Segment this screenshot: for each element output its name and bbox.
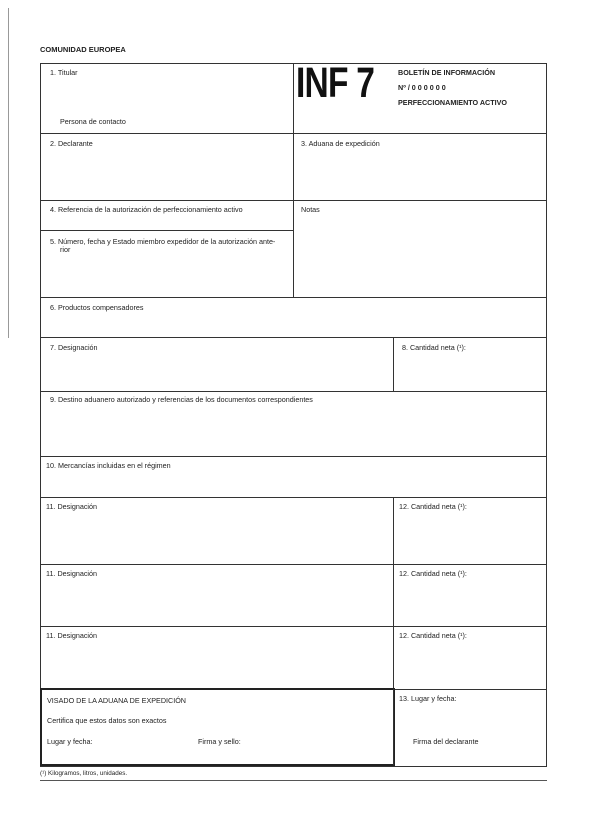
- col-divider: [393, 497, 394, 689]
- declarant-signature-label: Firma del declarante: [413, 737, 479, 746]
- place-date-label: Lugar y fecha:: [47, 737, 93, 746]
- col-divider: [293, 63, 294, 297]
- inf7-logo: INF 7: [296, 59, 375, 107]
- customs-visa-title: VISADO DE LA ADUANA DE EXPEDICIÓN: [47, 696, 186, 705]
- margin-rule: [8, 8, 9, 338]
- field-5-label: 5. Número, fecha y Estado miembro expedidor de la autorización ante-: [50, 237, 276, 246]
- field-8-label: 8. Cantidad neta (¹):: [402, 343, 466, 352]
- field-13-label: 13. Lugar y fecha:: [399, 694, 457, 703]
- row-divider: [40, 456, 547, 457]
- field-10-label: 10. Mercancías incluidas en el régimen: [46, 461, 171, 470]
- col-divider: [393, 337, 394, 391]
- field-12a-label: 12. Cantidad neta (¹):: [399, 502, 467, 511]
- row-divider: [40, 497, 547, 498]
- field-12c-label: 12. Cantidad neta (¹):: [399, 631, 467, 640]
- footnote: (¹) Kilogramos, litros, unidades.: [40, 770, 128, 777]
- signature-stamp-label: Firma y sello:: [198, 737, 241, 746]
- field-4-label: 4. Referencia de la autorización de perfeccionamiento activo: [50, 205, 243, 214]
- certify-text: Certifica que estos datos son exactos: [47, 716, 167, 725]
- field-5-label-cont: rior: [60, 245, 71, 254]
- info-title: BOLETÍN DE INFORMACIÓN: [398, 68, 496, 77]
- col-divider: [393, 689, 394, 765]
- field-12b-label: 12. Cantidad neta (¹):: [399, 569, 467, 578]
- field-3-label: 3. Aduana de expedición: [301, 139, 380, 148]
- row-divider: [40, 564, 547, 565]
- field-2-label: 2. Declarante: [50, 139, 93, 148]
- row-divider: [40, 626, 547, 627]
- field-6-label: 6. Productos compensadores: [50, 303, 144, 312]
- row-divider: [40, 391, 547, 392]
- row-divider: [40, 230, 293, 231]
- row-divider: [40, 337, 547, 338]
- field-11c-label: 11. Designación: [46, 631, 98, 640]
- contact-person-label: Persona de contacto: [60, 117, 126, 126]
- info-subtitle: PERFECCIONAMIENTO ACTIVO: [398, 98, 508, 107]
- field-11b-label: 11. Designación: [46, 569, 98, 578]
- field-11a-label: 11. Designación: [46, 502, 98, 511]
- field-7-label: 7. Designación: [50, 343, 98, 352]
- community-header: COMUNIDAD EUROPEA: [40, 45, 126, 54]
- field-9-label: 9. Destino aduanero autorizado y referencias de los documentos correspondientes: [50, 395, 313, 404]
- row-divider: [40, 297, 547, 298]
- footnote-rule: [40, 780, 547, 781]
- notes-label: Notas: [301, 205, 320, 214]
- field-1-label: 1. Titular: [50, 68, 78, 77]
- info-number: Nº / 0 0 0 0 0 0: [398, 83, 446, 92]
